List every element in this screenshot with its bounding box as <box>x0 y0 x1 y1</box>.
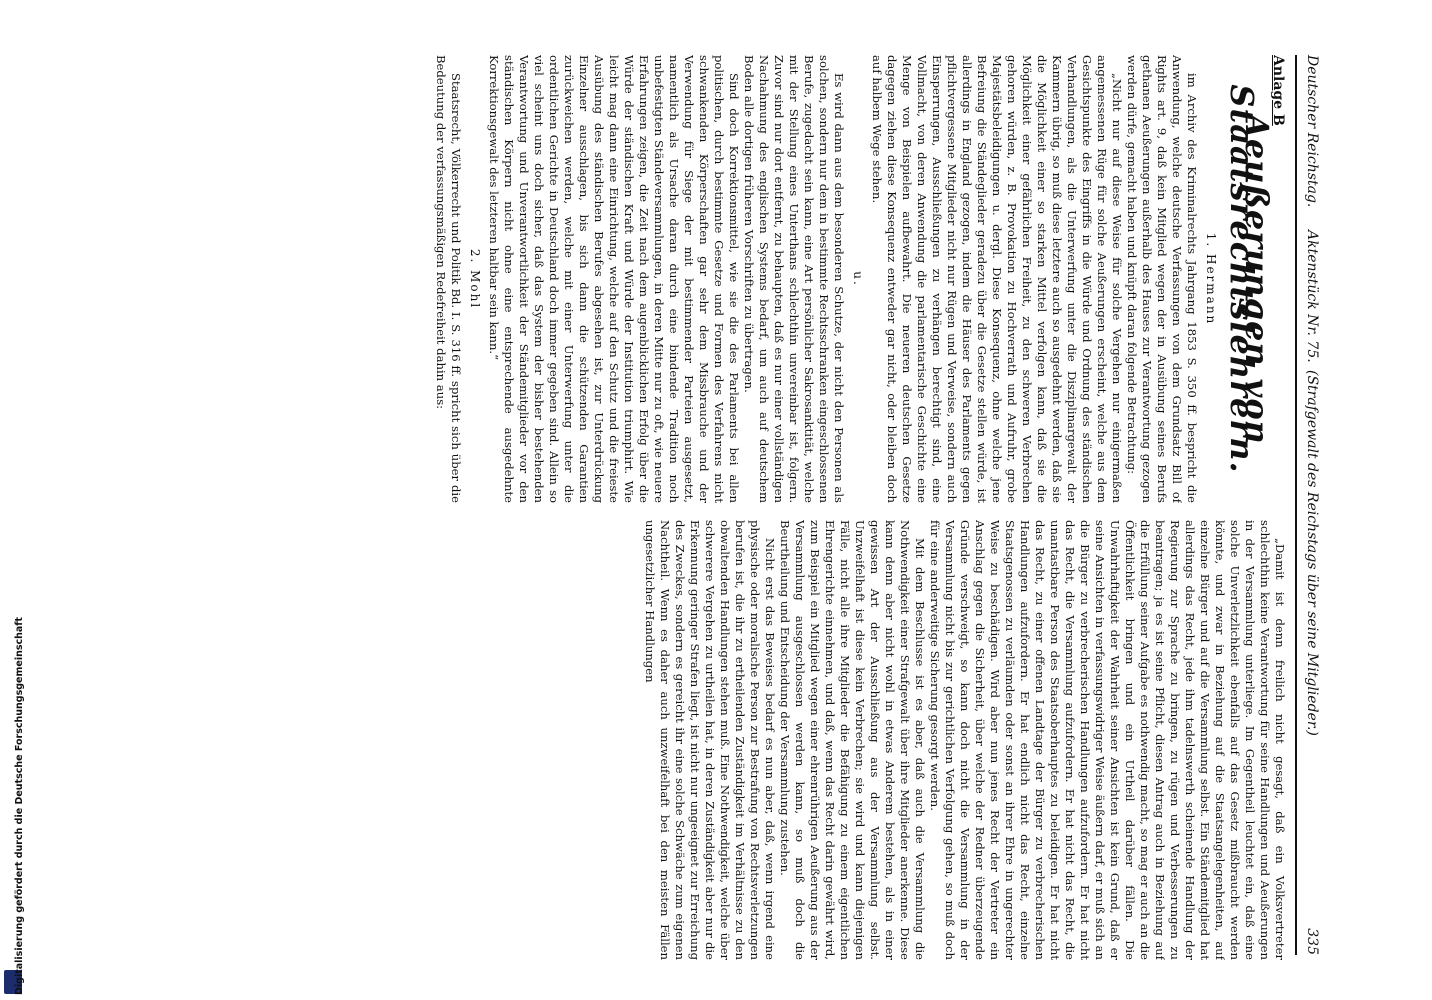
attribution-text: Digitalisierung gefördert durch die Deutsche Forschungsgemeinschaft <box>14 617 25 995</box>
paragraph: im Archiv des Kriminalrechts Jahrgang 1853 S. 350 ff. bespricht die Anwendung, welche deutsche Verfassungen von dem Grundsatz Bill of Rights art. 9, daß kein Mitglied wegen der in Ausübung seines Berufs gethanen Aeußerungen außerhalb des Hauses zur Verantwortung gezogen werden dürfe, gemacht haben und knüpft daran folgende Betrachtung: <box>1125 55 1199 503</box>
section-heading-2: 2. Mohl <box>468 248 482 310</box>
left-column <box>42 55 1287 503</box>
paragraph: Es wird dann aus dem besonderen Schutze, der nicht den Personen als solchen, sondern nur dem in bestimmte Rechtsschranken eingeschlossenen Berufe, zugedacht sein kann, eine Art persönlicher Sakrosanktität, welche mit der Stellung eines Unterthans schlechthin unvereinbar ist, folgern. Zuvor sind nur dort entfernt, zu behaupten, daß es nur einer vollständigen Nachahmung des englischen Systems bedarf, um auch auf deutschem Boden alle dortigen früheren Vorschriften zu übertragen. <box>742 55 846 503</box>
header-publication: Deutscher Reichstag. <box>1304 55 1320 208</box>
header-document-number: Aktenstück Nr. 75. <box>1304 230 1320 363</box>
paragraph: „Nicht nur auf diese Weise für solche Vergehen nur einigermaßen angemessenen Rüge für solche Aeußerungen erscheint, welche aus dem Gesichtspunkte des Eingriffs in die Würde und Ordnung des ständischen Verhandlungen, als die Unterwerfung unter die Disziplinargewalt der Kammern übrig, so muß diese letztere auch so ausgedehnt werden, daß sie die Möglichkeit einer so starken Mittel verfolgen kann, daß sie die Möglichkeit einer gefährlichen Freiheit, zu den schweren Verbrechen gehoren würden, z. B. Provokation zu Hochverrath und Aufruhr, grobe Majestätsbeleidigungen u. dergl. Diese Konsequenz, ohne welche jene Befreiung die Ständeglieder geradezu über die Gesetze stellen würde, ist allerdings in England gezogen, indem die Häuser des Parlaments gegen pflichtvergessene Mitglieder nicht nur Rügen und Verweise, sondern auch Einsperrungen, Ausschließungen zu verhängen berechtigt sind, eine Vollmacht, von deren Anwendung die parlamentarische Geschichte eine Menge von Beispielen aufbewahrt. Die neueren deutschen Gesetze dagegen ziehen diese Konsequenz entweder gar nicht, oder bleiben doch auf halbem Wege stehen. <box>870 55 1124 503</box>
paragraph: Mit dem Beschlusse ist es aber, daß auch die Versammlung die Nothwendigkeit einer Strafgewalt über ihre Mitglieder anerkenne. Diese kann denn aber nicht wohl in etwas Anderem bestehen, als in einer gewissen Art der Ausschließung aus der Versammlung selbst. Unzweifelhaft ist diese kein Verbrechen; sie wird und kann diejenigen Fälle, nicht alle ihre Mitglieder die Befähigung zu einem eigentlichen Ehrengerichte einnehmen, und daß, wenn das Recht darin gewährt wird, zum Beispiel ein Mitglied wegen einer ehrenrührigen Aeußerung aus der Versammlung ausgeschlossen werden kann, so muß doch die Beurtheilung und Entscheidung der Versammlung zustehen. <box>778 520 927 960</box>
ellipsis-marker: u. <box>851 271 865 287</box>
appendix-label: Anlage B <box>1270 55 1286 126</box>
paragraph: Staatsrecht, Völkerrecht und Politik Bd. I. S. 316 ff. spricht sich über die Bedeutung der verfassungsmäßigen Redefreiheit dahin aus: <box>434 55 463 503</box>
page-number: 335 <box>1304 928 1320 955</box>
header-subject: (Strafgewalt des Reichstags über seine Mitglieder.) <box>1304 370 1320 736</box>
paragraph: „Damit ist denn freilich nicht gesagt, daß ein Volksvertreter schlechthin keine Verantwortung für seine Handlungen und Aeußerungen in der Versammlung unterliege. Im Gegentheil leuchtet ein, daß eine solche Unverletzlichkeit ebenfalls auf das Gesetz mißbraucht werden könnte, und zwar in Beziehung auf die Staatsangelegenheiten, auf einzelne Bürger und auf die Versammlung selbst. Ein Ständemitglied hat allerdings das Recht, jede ihm tadelnswerth scheinende Handlung der Regierung zur Sprache zu bringen, zu rügen und Verbesserungen zu beantragen; ja es ist seine Pflicht, diesen Antrag auch in Beziehung auf die Erfüllung seiner Aufgabe es nothwendig macht, so mag er auch an die Öffentlichkeit bringen und ein Urtheil darüber fällen. Die Unwahrhaftigkeit der Wahrheit seiner Ansichten ist kein Grund, daß er seine Ansichten in verfassungswidriger Weise äußern darf, er muß sich an die Bürger zu verbrecherischen Handlungen aufzufordern. Er hat nicht das Recht, die Versammlung aufzufordern. Er hat nicht das Recht, die unantastbare Person des Staatsoberhauptes zu beleidigen. Er hat nicht das Recht, zu einer offenen Landtage der Bürger zu verbrecherischen Handlungen aufzufordern. Er hat endlich nicht das Recht, einzelne Staatsgenossen zu verläumden oder sonst an ihrer Ehre in ungerechter Weise zu beschädigen. Wird aber nun jenes Recht der Vertreter ein Anschlag gegen die Sicherheit, über welche der Redner überzeugende Gründe verschweigt, so kann doch nicht die Versammlung in der Versammlung nicht bis zur gerichtlichen Verfolgung gehen, so muß doch für eine anderweitige Sicherung gesorgt werden. <box>928 520 1287 960</box>
right-column <box>42 520 1287 960</box>
paragraph: Sind doch Korrektionsmittel, wie sie die des Parlaments bei allen politischen, durch bestimmte Gesetze und Formen des Verfahrens nicht schwankenden Körperschaften gar sehr dem Missbrauche und der Verwendung für Siege der mit bestimmender Parteien ausgesetzt, namentlich als Ursache daran durch eine bindende Tradition noch unbefestigten Ständeversammlungen, in deren Mitte nur zu oft, wie neuere Erfahrungen zeigen, die Zeit nach dem augenblicklichen Erfolg über die Würde der ständischen Kraft und Würde der Institution triumphirt. Wie leicht mag dann eine Einrichtung, welche auf den Schutz und die freieste Ausübung des ständischen Berufes abgesehen ist, zur Unterdrückung Einzelner ausschlagen, bis sich dann die schützenden Garantien zurückweichen werden, welche mit einer Unterwerfung unter die ordentlichen Gerichte in Deutschland doch immer gegeben sind. Allein so viel scheint uns doch sicher, daß das System der bisher bestehenden Verantwortung und Unverantwortlichkeit der Ständemitglieder vor den ständischen Körpern nicht ohne eine entsprechende ausgedehnte Korrektionsgewalt des letzteren haltbar sein kann.“ <box>487 55 741 503</box>
digitization-attribution <box>0 0 30 1000</box>
page-header <box>1295 55 1323 955</box>
section-heading-1: 1. Hermann <box>1204 232 1218 326</box>
paragraph: Nicht erst das Beweises bedarf es nun aber, daß, wenn irgend eine physische oder moralische Person zur Bestrafung von Rechtsverletzungen berufen ist, die ihr zu ertheilenden Zuständigkeit im Verhältnisse zu den obwaltenden Handlungen stehen muß. Eine Nothwendigkeit, welche über schwerere Vergehen zu urtheilen hat, in deren Zuständigkeit aber nur die Erkennung geringer Strafen liegt, ist nicht nur ungeeignet zur Erreichung des Zweckes, sondern es gereicht ihr eine solche Schwäche zum eigenen Nachtheil. Wenn es daher auch unzweifelhaft bei den meisten Fällen ungesetzlicher Handlungen <box>643 520 777 960</box>
page-title: Aeußerungen von Staatsrechtslehrern. <box>1223 84 1276 474</box>
